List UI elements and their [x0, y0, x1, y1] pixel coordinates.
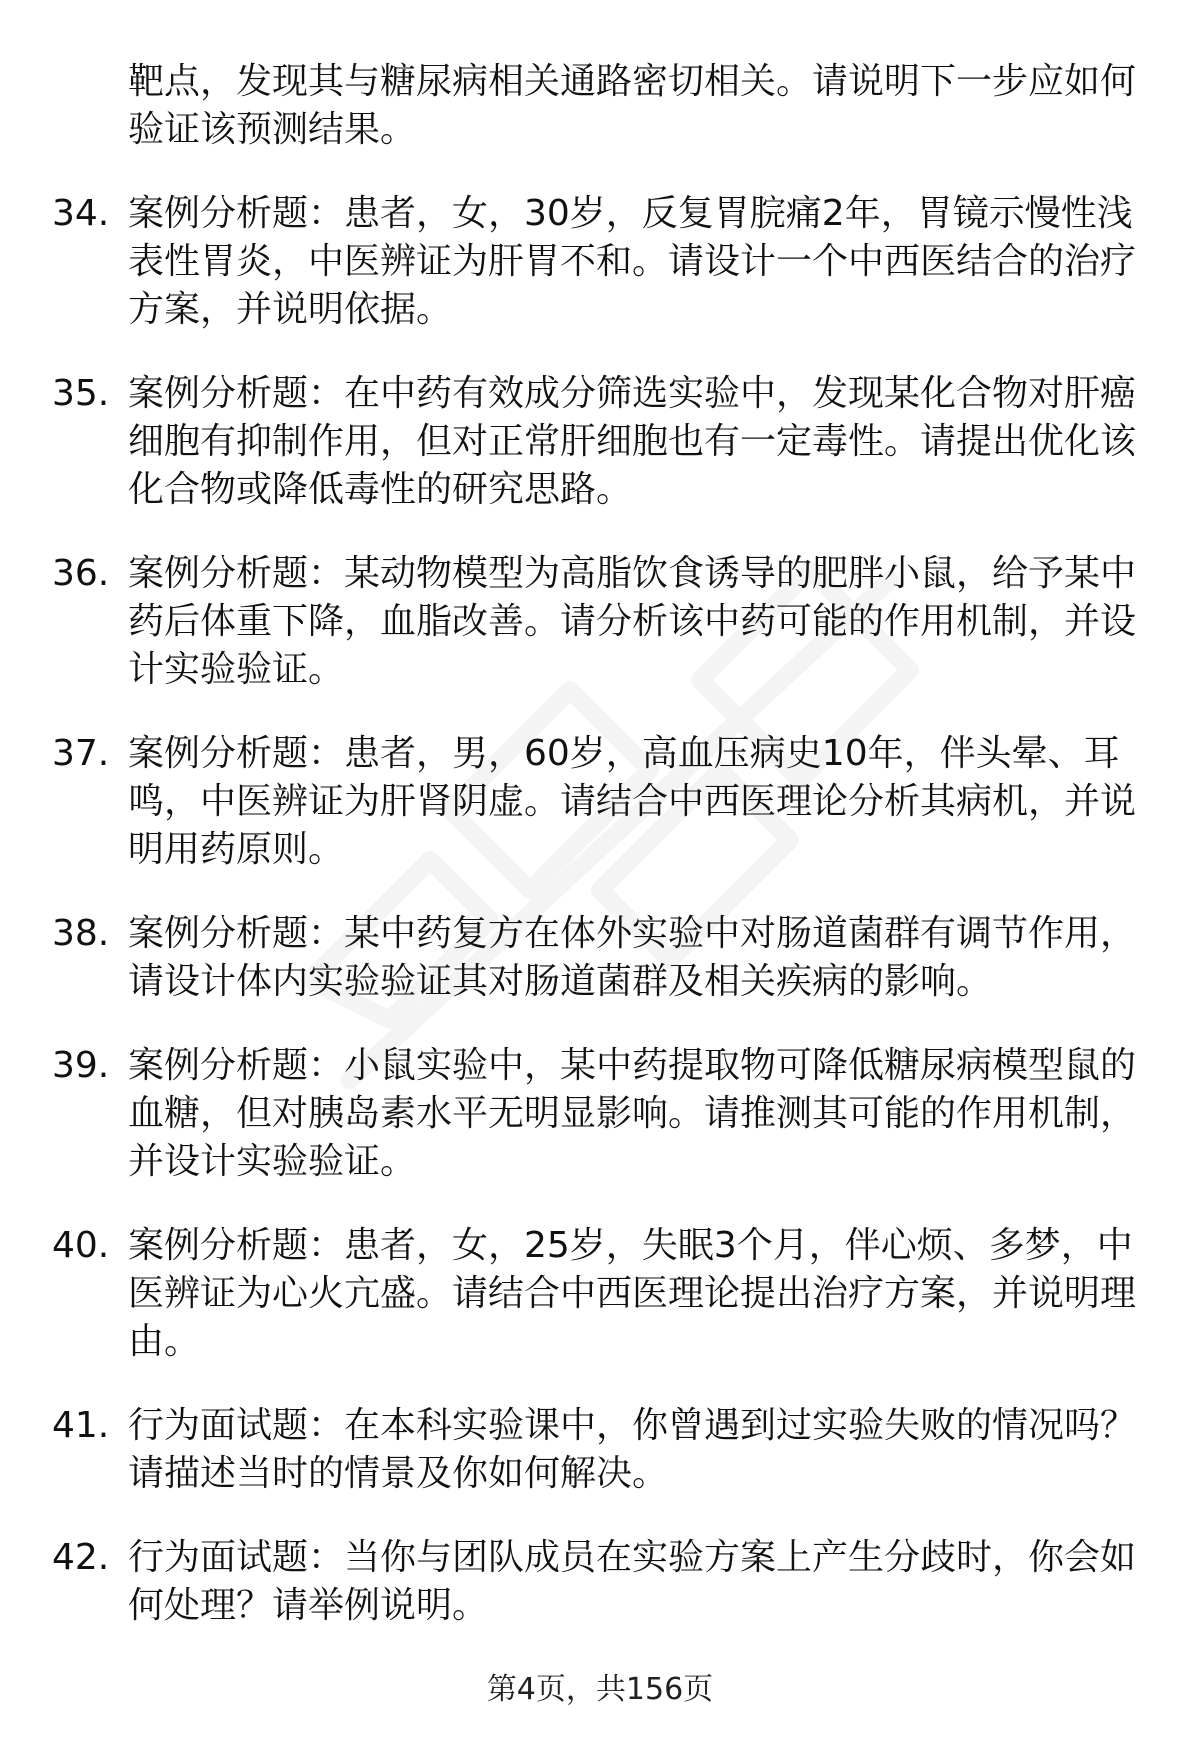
question-number: 34. — [52, 193, 110, 234]
question-number: 41. — [52, 1405, 110, 1446]
question-text: 案例分析题：在中药有效成分筛选实验中，发现某化合物对肝癌细胞有抑制作用，但对正常肝细胞也有一定毒性。请提出优化该化合物或降低毒性的研究思路。 — [128, 373, 1137, 510]
continuation-paragraph: 靶点，发现其与糖尿病相关通路密切相关。请说明下一步应如何验证该预测结果。 — [128, 61, 1137, 150]
page-footer — [0, 1670, 1200, 1710]
question-text: 案例分析题：某中药复方在体外实验中对肠道菌群有调节作用，请设计体内实验验证其对肠道菌群及相关疾病的影响。 — [128, 913, 1137, 1002]
question-item-36 — [52, 550, 1152, 694]
question-number: 36. — [52, 553, 110, 594]
question-number: 35. — [52, 373, 110, 414]
question-text: 行为面试题：在本科实验课中，你曾遇到过实验失败的情况吗？请描述当时的情景及你如何解决。 — [128, 1405, 1137, 1494]
question-item-38 — [52, 910, 1152, 1006]
question-item-39 — [52, 1042, 1152, 1186]
question-item-41 — [52, 1402, 1152, 1498]
question-number: 37. — [52, 733, 110, 774]
page-number-label: 第4页，共156页 — [486, 1672, 714, 1707]
question-text: 案例分析题：患者，女，30岁，反复胃脘痛2年，胃镜示慢性浅表性胃炎，中医辨证为肝胃不和。请设计一个中西医结合的治疗方案，并说明依据。 — [128, 193, 1137, 330]
question-number: 38. — [52, 913, 110, 954]
question-number: 39. — [52, 1045, 110, 1086]
question-item-37 — [52, 730, 1152, 874]
question-item-42 — [52, 1534, 1152, 1630]
question-list — [52, 58, 1152, 1666]
question-number: 42. — [52, 1537, 110, 1578]
question-text: 案例分析题：某动物模型为高脂饮食诱导的肥胖小鼠，给予某中药后体重下降，血脂改善。请分析该中药可能的作用机制，并设计实验验证。 — [128, 553, 1137, 690]
question-item-34 — [52, 190, 1152, 334]
question-number: 40. — [52, 1225, 110, 1266]
question-text: 案例分析题：患者，男，60岁，高血压病史10年，伴头晕、耳鸣，中医辨证为肝肾阴虚。请结合中西医理论分析其病机，并说明用药原则。 — [128, 733, 1137, 870]
question-item-35 — [52, 370, 1152, 514]
question-text: 行为面试题：当你与团队成员在实验方案上产生分歧时，你会如何处理？请举例说明。 — [128, 1537, 1137, 1626]
question-text: 案例分析题：患者，女，25岁，失眠3个月，伴心烦、多梦，中医辨证为心火亢盛。请结合中西医理论提出治疗方案，并说明理由。 — [128, 1225, 1137, 1362]
question-item-40 — [52, 1222, 1152, 1366]
question-text: 案例分析题：小鼠实验中，某中药提取物可降低糖尿病模型鼠的血糖，但对胰岛素水平无明显影响。请推测其可能的作用机制，并设计实验验证。 — [128, 1045, 1137, 1182]
